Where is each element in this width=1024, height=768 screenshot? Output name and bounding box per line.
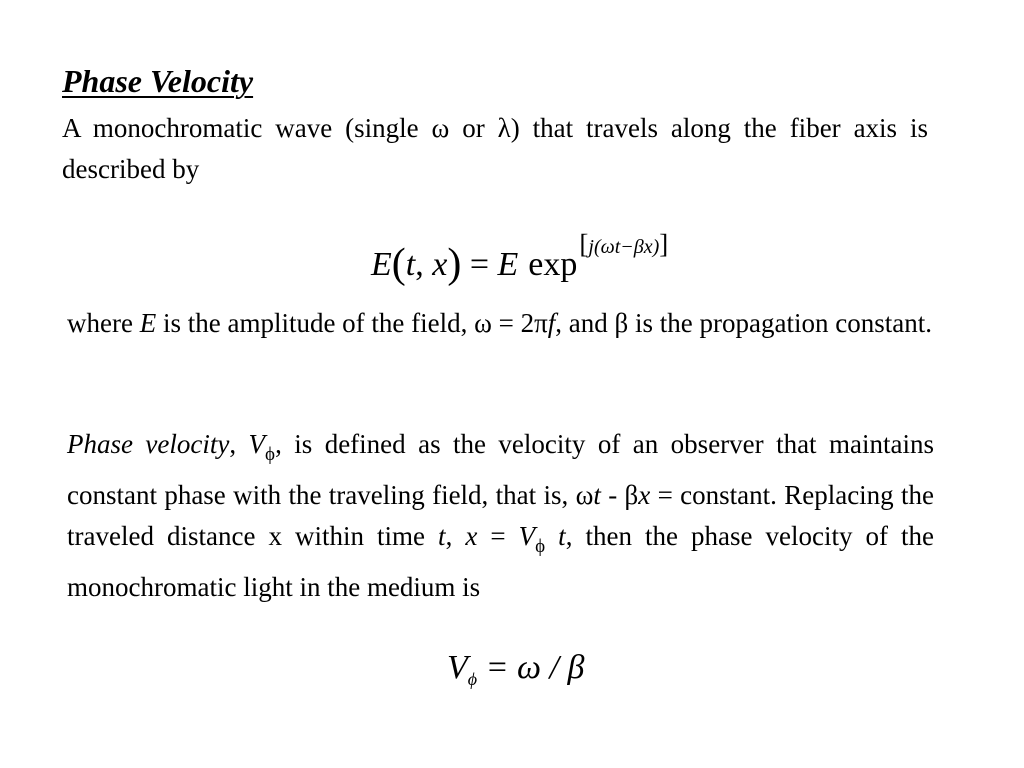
eq1-t: t xyxy=(405,246,416,283)
eq2-rest: = ω / β xyxy=(477,649,585,686)
p2-text-a: where xyxy=(67,308,140,338)
p3-phi2: ϕ xyxy=(535,536,546,557)
eq1-exponent-group xyxy=(579,224,668,267)
phase-velocity-paragraph xyxy=(67,424,934,608)
p2-f: f xyxy=(547,308,556,338)
intro-text-a: A monochromatic wave (single xyxy=(62,113,432,143)
eq2-phi: ϕ xyxy=(467,669,478,689)
p3-phase-velocity: Phase velocity xyxy=(67,429,230,459)
eq1-exponent: j(ωt−βx) xyxy=(588,236,660,258)
p2-E: E xyxy=(139,308,157,338)
eq1-E2: E xyxy=(497,246,519,283)
p3-text-c: = constant. Replacing the traveled distance x within time xyxy=(67,480,934,551)
p3-t1: t xyxy=(593,480,601,510)
p3-x1: x xyxy=(638,480,651,510)
p3-text-g: , then the phase velocity of the monochromatic light in the medium is xyxy=(67,521,935,602)
p3-text-a: , is defined as the velocity of an observer that maintains constant phase with the traveling field, that is, ω xyxy=(67,429,934,510)
p3-V2: V xyxy=(518,521,536,551)
p3-V: V xyxy=(248,429,266,459)
p3-phi: ϕ xyxy=(265,444,276,465)
slide-title: Phase Velocity xyxy=(62,63,254,99)
p3-t3: t xyxy=(558,521,566,551)
eq1-x: x xyxy=(432,246,448,283)
p3-text-e: = xyxy=(477,521,519,551)
eq1-equals: = xyxy=(461,246,498,283)
eq2-V: V xyxy=(447,649,468,686)
intro-text-c: ) that travels along the fiber axis is described by xyxy=(62,113,928,184)
phase-velocity-equation xyxy=(447,648,584,699)
eq1-rparen: ) xyxy=(447,241,462,287)
eq1-bracket-open: [ xyxy=(579,229,589,259)
p2-text-c: , and β is the propagation constant. xyxy=(555,308,932,338)
omega-symbol: ω xyxy=(431,113,450,143)
p3-comma1: , xyxy=(229,429,249,459)
eq1-comma: , xyxy=(415,246,433,283)
amplitude-paragraph xyxy=(67,303,934,344)
eq1-E: E xyxy=(371,246,392,283)
p3-text-f xyxy=(545,521,558,551)
p3-text-d: , xyxy=(445,521,466,551)
wave-equation xyxy=(371,224,668,285)
p2-text-b: is the amplitude of the field, ω = 2π xyxy=(156,308,548,338)
lambda-symbol: λ xyxy=(497,113,511,143)
p3-text-b: - β xyxy=(600,480,639,510)
intro-text-b: or xyxy=(449,113,498,143)
p3-x2: x xyxy=(465,521,478,551)
p3-t2: t xyxy=(438,521,446,551)
eq1-lparen: ( xyxy=(391,241,406,287)
eq1-exp: exp xyxy=(528,246,578,283)
eq1-bracket-close: ] xyxy=(659,229,669,259)
intro-paragraph xyxy=(62,108,928,190)
